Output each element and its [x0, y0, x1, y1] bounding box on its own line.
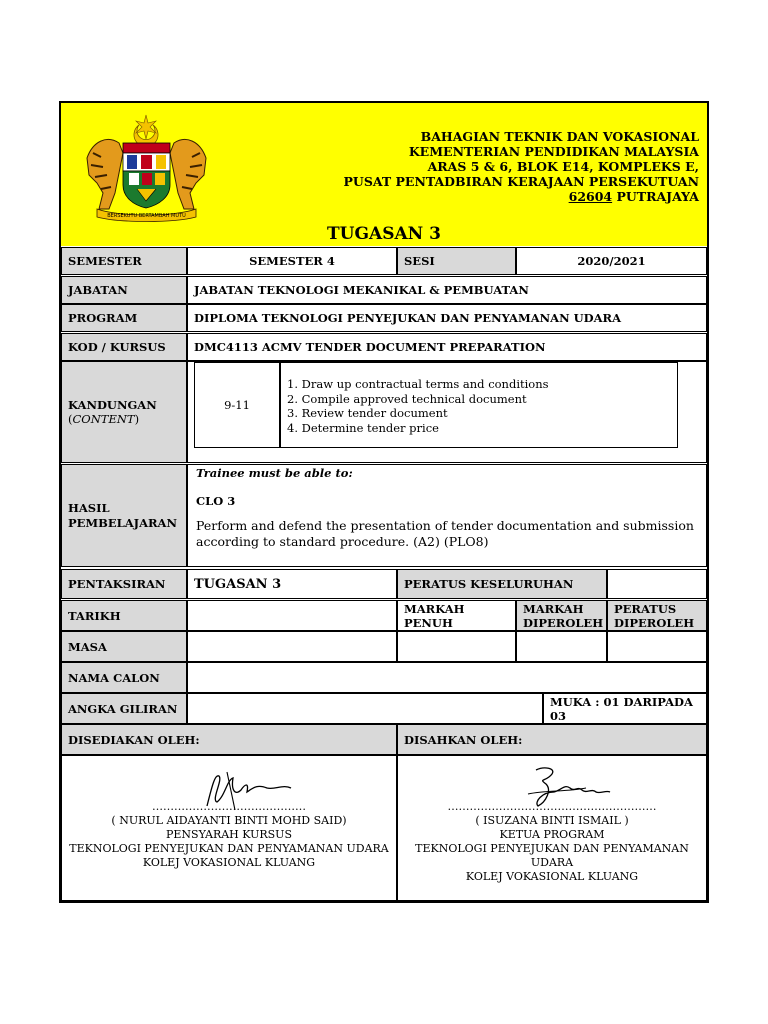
hasil-intro: Trainee must be able to: [196, 466, 353, 480]
address-line-2: KEMENTERIAN PENDIDIKAN MALAYSIA [408, 144, 699, 159]
hasil-value-cell [187, 464, 707, 567]
list-item: 3. Review tender document [287, 406, 448, 420]
signature-right-dept-2: UDARA [530, 856, 574, 869]
header-address [344, 129, 699, 204]
kandungan-sub: (CONTENT) [68, 412, 140, 426]
hasil-label-2: PEMBELAJARAN [68, 515, 177, 530]
list-item: 1. Draw up contractual terms and conditions [287, 377, 549, 391]
pentaksiran-label: PENTAKSIRAN [61, 569, 187, 599]
masa-value [187, 631, 397, 662]
signature-block-right [397, 755, 707, 901]
signature-left-role: PENSYARAH KURSUS [166, 828, 292, 841]
address-line-4: PUSAT PENTADBIRAN KERAJAAN PERSEKUTUAN [343, 174, 699, 189]
peratus-keseluruhan-label: PERATUS KESELURUHAN [397, 569, 607, 599]
tarikh-value [187, 600, 397, 631]
peratus-diperoleh-label: PERATUS DIPEROLEH [607, 600, 707, 631]
kod-label: KOD / KURSUS [61, 333, 187, 361]
nama-calon-value [187, 662, 707, 693]
jabatan-label: JABATAN [61, 276, 187, 304]
disahkan-label: DISAHKAN OLEH: [397, 724, 707, 755]
peratus-keseluruhan-value [607, 569, 707, 599]
coat-of-arms-icon [79, 113, 214, 223]
markah-diperoleh-label: MARKAH DIPEROLEH [516, 600, 607, 631]
disediakan-label: DISEDIAKAN OLEH: [61, 724, 397, 755]
address-line-5 [344, 189, 699, 204]
city: PUTRAJAYA [616, 189, 699, 204]
semester-value: SEMESTER 4 [187, 247, 397, 275]
signature-right-dots: ………………………………………………… [447, 800, 657, 813]
signature-right-college: KOLEJ VOKASIONAL KLUANG [465, 870, 639, 883]
postcode: 62604 [568, 189, 613, 204]
list-item: 4. Determine tender price [287, 420, 439, 435]
markah-penuh-value [397, 631, 516, 662]
signature-left-text [62, 814, 396, 870]
signature-left-name: ( NURUL AIDAYANTI BINTI MOHD SAID) [111, 814, 347, 827]
sesi-value: 2020/2021 [516, 247, 707, 275]
kandungan-list [280, 362, 678, 448]
page-title: TUGASAN 3 [327, 224, 441, 244]
angka-giliran-label: ANGKA GILIRAN [61, 693, 187, 724]
program-label: PROGRAM [61, 304, 187, 332]
signature-right-role: KETUA PROGRAM [499, 828, 605, 841]
list-item: 2. Compile approved technical document [287, 391, 527, 406]
pentaksiran-value: TUGASAN 3 [187, 569, 397, 599]
program-value: DIPLOMA TEKNOLOGI PENYEJUKAN DAN PENYAMANAN UDARA [187, 304, 707, 332]
muka-label: MUKA : 01 DARIPADA 03 [543, 693, 707, 724]
address-line-3: ARAS 5 & 6, BLOK E14, KOMPLEKS E, [427, 159, 699, 174]
peratus-diperoleh-value [607, 631, 707, 662]
signature-left-dept: TEKNOLOGI PENYEJUKAN DAN PENYAMANAN UDARA [69, 842, 389, 855]
semester-label: SEMESTER [61, 247, 187, 275]
hasil-clo: CLO 3 [196, 494, 236, 508]
address-line-1: BAHAGIAN TEKNIK DAN VOKASIONAL [420, 129, 699, 144]
markah-diperoleh-value [516, 631, 607, 662]
signature-right-name: ( ISUZANA BINTI ISMAIL ) [475, 814, 629, 827]
kandungan-label: KANDUNGAN [68, 398, 157, 412]
signature-left-dots: …………………………………… [152, 800, 306, 813]
signature-left-college: KOLEJ VOKASIONAL KLUANG [142, 856, 316, 869]
masa-label: MASA [61, 631, 187, 662]
kandungan-range: 9-11 [194, 362, 280, 448]
angka-giliran-value [187, 693, 543, 724]
hasil-label-1: HASIL [68, 500, 110, 515]
tarikh-label: TARIKH [61, 600, 187, 631]
jabatan-value: JABATAN TEKNOLOGI MEKANIKAL & PEMBUATAN [187, 276, 707, 304]
hasil-text: Perform and defend the presentation of tender documentation and submission according to standard procedure. (A2) (PLO8) [196, 518, 694, 549]
document-header [61, 103, 707, 246]
signature-right-dept-1: TEKNOLOGI PENYEJUKAN DAN PENYAMANAN [415, 842, 689, 855]
crest-motto: BERSEKUTU BERTAMBAH MUTU [107, 213, 186, 219]
signature-right-text [398, 814, 706, 884]
sesi-label: SESI [397, 247, 516, 275]
hasil-label-cell [61, 464, 187, 567]
kod-value: DMC4113 ACMV TENDER DOCUMENT PREPARATION [187, 333, 707, 361]
markah-penuh-label: MARKAH PENUH [397, 600, 516, 631]
signature-block-left [61, 755, 397, 901]
nama-calon-label: NAMA CALON [61, 662, 187, 693]
kandungan-label-cell [61, 361, 187, 463]
